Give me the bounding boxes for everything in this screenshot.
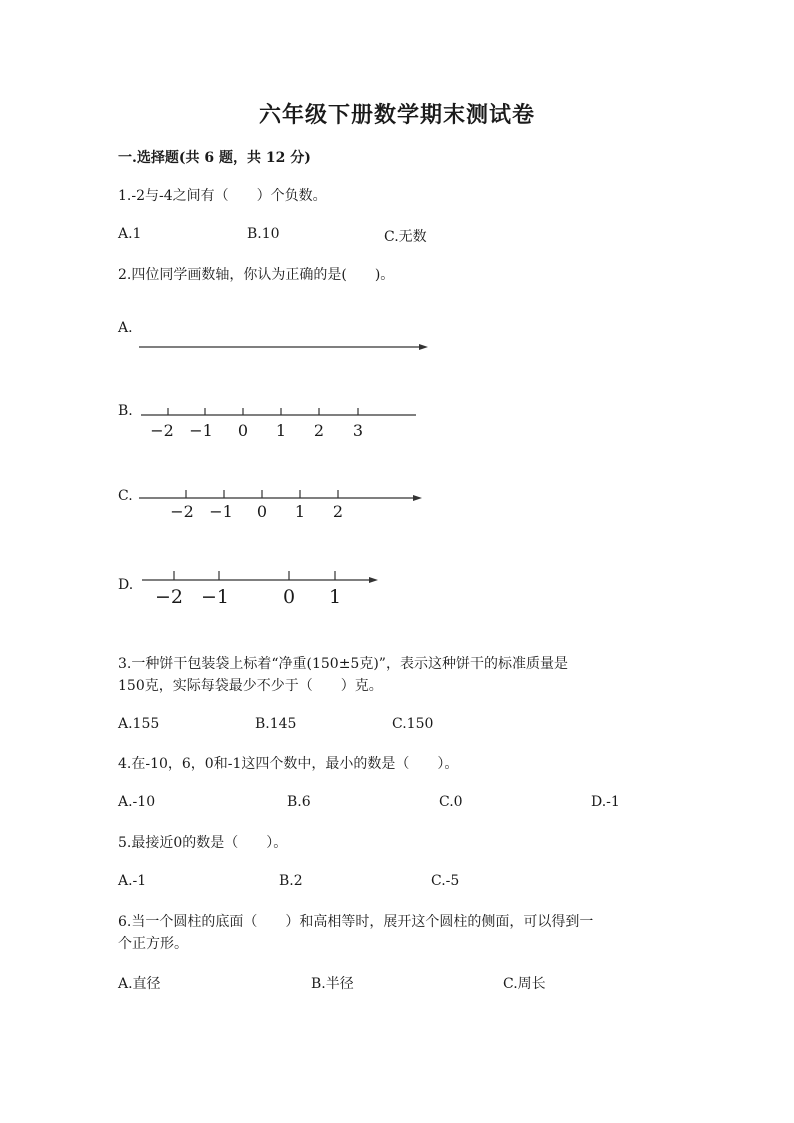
section-heading: 一.选择题(共 6 题，共 12 分) (118, 150, 311, 166)
q3-option-c[interactable]: C.150 (392, 716, 434, 732)
q4-option-a[interactable]: A.-10 (118, 794, 156, 810)
tick-label: 0 (237, 421, 249, 440)
tick-label: 0 (282, 586, 296, 608)
q4-option-c[interactable]: C.0 (439, 794, 463, 810)
q6-option-b[interactable]: B.半径 (311, 976, 354, 992)
tick-label: −2 (170, 502, 194, 521)
number-line-b (136, 400, 426, 445)
tick-label: −1 (200, 586, 230, 608)
q1-option-b[interactable]: B.10 (247, 226, 280, 242)
q2-option-d-label[interactable]: D. (118, 577, 134, 593)
number-line-d (136, 566, 386, 611)
q2-option-a-label[interactable]: A. (118, 320, 133, 336)
question-3-line1: 3.一种饼干包装袋上标着“净重(150±5克)”，表示这种饼干的标准质量是 (118, 656, 568, 672)
tick-label: 3 (352, 421, 364, 440)
q1-option-c[interactable]: C.无数 (384, 229, 427, 245)
question-6-line1: 6.当一个圆柱的底面（ ）和高相等时，展开这个圆柱的侧面，可以得到一 (118, 914, 594, 930)
number-line-c (136, 485, 431, 530)
tick-label: −2 (154, 586, 184, 608)
question-6-line2: 个正方形。 (118, 936, 188, 952)
q5-option-a[interactable]: A.-1 (118, 873, 147, 889)
tick-label: 1 (294, 502, 306, 521)
tick-label: 1 (275, 421, 287, 440)
q5-option-c[interactable]: C.-5 (431, 873, 460, 889)
question-3-line2: 150克，实际每袋最少不少于（ ）克。 (118, 678, 383, 694)
q3-option-b[interactable]: B.145 (255, 716, 297, 732)
number-line-a (136, 336, 436, 356)
tick-label: 2 (313, 421, 325, 440)
tick-label: −2 (150, 421, 174, 440)
question-5: 5.最接近0的数是（ ）。 (118, 835, 288, 851)
tick-label: −1 (189, 421, 213, 440)
tick-label: 0 (256, 502, 268, 521)
question-2: 2.四位同学画数轴，你认为正确的是( )。 (118, 267, 395, 283)
question-1: 1.-2与-4之间有（ ）个负数。 (118, 188, 327, 204)
tick-label: −1 (209, 502, 233, 521)
q2-option-b-label[interactable]: B. (118, 403, 133, 419)
q4-option-d[interactable]: D.-1 (591, 794, 620, 810)
q3-option-a[interactable]: A.155 (118, 716, 160, 732)
q6-option-c[interactable]: C.周长 (503, 976, 546, 992)
q1-option-a[interactable]: A.1 (118, 226, 142, 242)
q2-option-c-label[interactable]: C. (118, 488, 133, 504)
tick-label: 1 (328, 586, 342, 608)
question-4: 4.在-10，6，0和-1这四个数中，最小的数是（ ）。 (118, 756, 459, 772)
page-title: 六年级下册数学期末测试卷 (258, 102, 535, 128)
q4-option-b[interactable]: B.6 (287, 794, 311, 810)
q6-option-a[interactable]: A.直径 (118, 976, 161, 992)
tick-label: 2 (332, 502, 344, 521)
q5-option-b[interactable]: B.2 (279, 873, 303, 889)
